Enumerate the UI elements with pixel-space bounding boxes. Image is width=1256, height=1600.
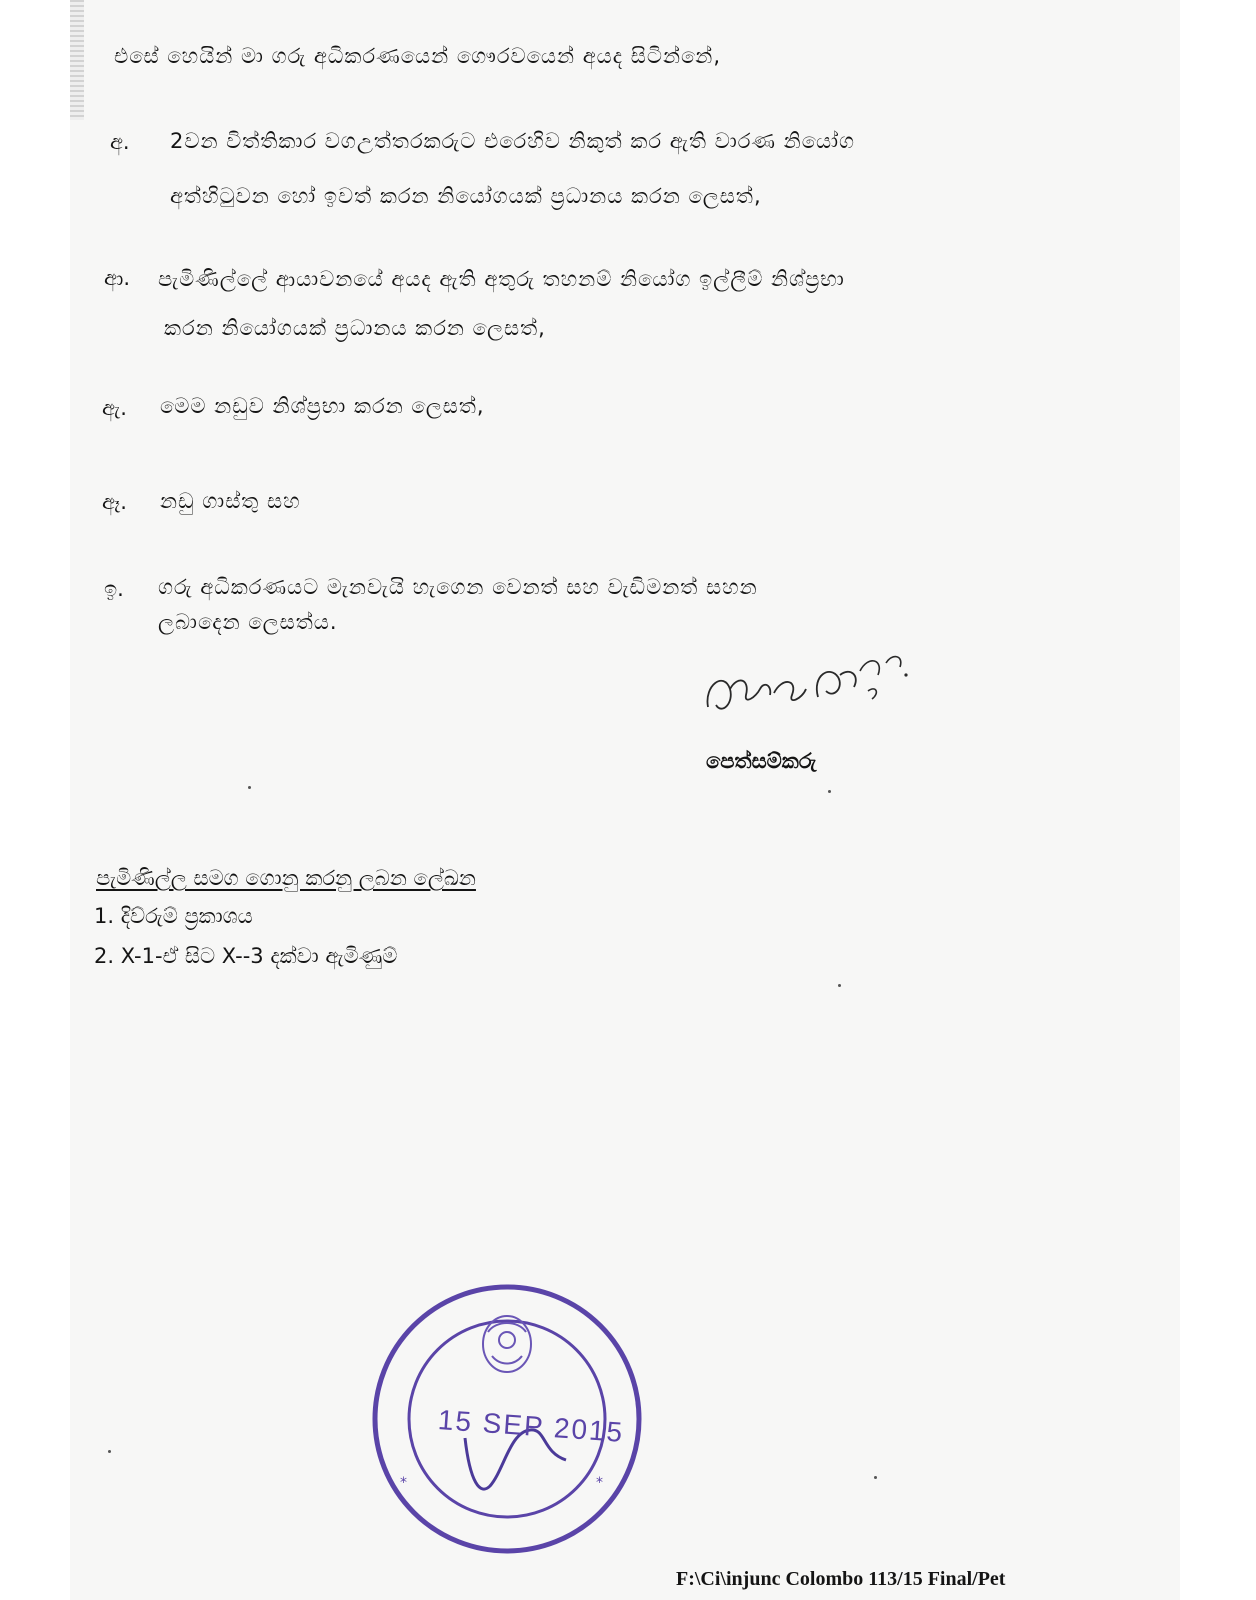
prayer-item-marker: ඇ.: [102, 396, 127, 420]
prayer-item-line: 2වන විත්තිකාර වගඋත්තරකරුට එරෙහිව නිකුත් කර ඇති වාරණ නියෝග: [170, 129, 856, 153]
scan-speck: [838, 984, 841, 987]
prayer-item-marker: අ.: [110, 130, 130, 154]
prayer-item-line: ලබාදෙන ලෙසත්ය.: [158, 610, 338, 634]
prayer-intro: එසේ හෙයින් මා ගරු අධිකරණයෙන් ගෞරවයෙන් අයද සිටින්නේ,: [114, 44, 722, 68]
scan-binding-edge: [70, 0, 84, 120]
svg-text:*: *: [596, 1475, 603, 1491]
prayer-item-marker: ආ.: [104, 266, 131, 290]
annexures-heading: පැමිණිල්ල සමග ගොනු කරනු ලබන ලේඛන: [96, 866, 476, 890]
annexure-item: 2. X-1-ඒ සිට X--3 දක්වා ඇමිණුම්: [94, 944, 398, 968]
prayer-item-line: පැමිණිල්ලේ ආයාවනයේ අයද ඇති අතුරු තහනම් නියෝග ඉල්ලීම් නිශ්ප්‍රභා: [158, 267, 845, 291]
annexure-item: 1. දිව්රුම් ප්‍රකාශය: [94, 904, 253, 928]
footer-file-path: F:\Ci\injunc Colombo 113/15 Final/Pet: [676, 1568, 1006, 1590]
stamp-date: 15 SEP 2015: [436, 1404, 626, 1448]
prayer-item-line: ගරු අධිකරණයට මැනවැයි හැගෙන වෙනත් සහ වැඩිමනත් සහන: [158, 575, 758, 599]
prayer-item-marker: ඉ.: [104, 577, 124, 601]
scan-speck: [108, 1450, 111, 1453]
prayer-item-line: කරන නියෝගයක් ප්‍රධානය කරන ලෙසත්,: [164, 316, 546, 340]
svg-text:*: *: [400, 1475, 407, 1491]
scan-speck: [828, 790, 831, 793]
handwritten-signature: [700, 645, 930, 735]
prayer-item-line: අත්හිටුවන හෝ ඉවත් කරන නියෝගයක් ප්‍රධානය කරන ලෙසත්,: [170, 184, 762, 208]
prayer-item-marker: ඈ.: [102, 490, 127, 514]
petitioner-label: පෙත්සම්කරු: [706, 749, 817, 773]
prayer-item-line: මෙම නඩුව නිශ්ප්‍රභා කරන ලෙසත්,: [160, 394, 485, 418]
scan-speck: [248, 786, 251, 789]
scan-speck: [874, 1476, 877, 1479]
prayer-item-line: නඩු ගාස්තු සහ: [160, 489, 301, 513]
